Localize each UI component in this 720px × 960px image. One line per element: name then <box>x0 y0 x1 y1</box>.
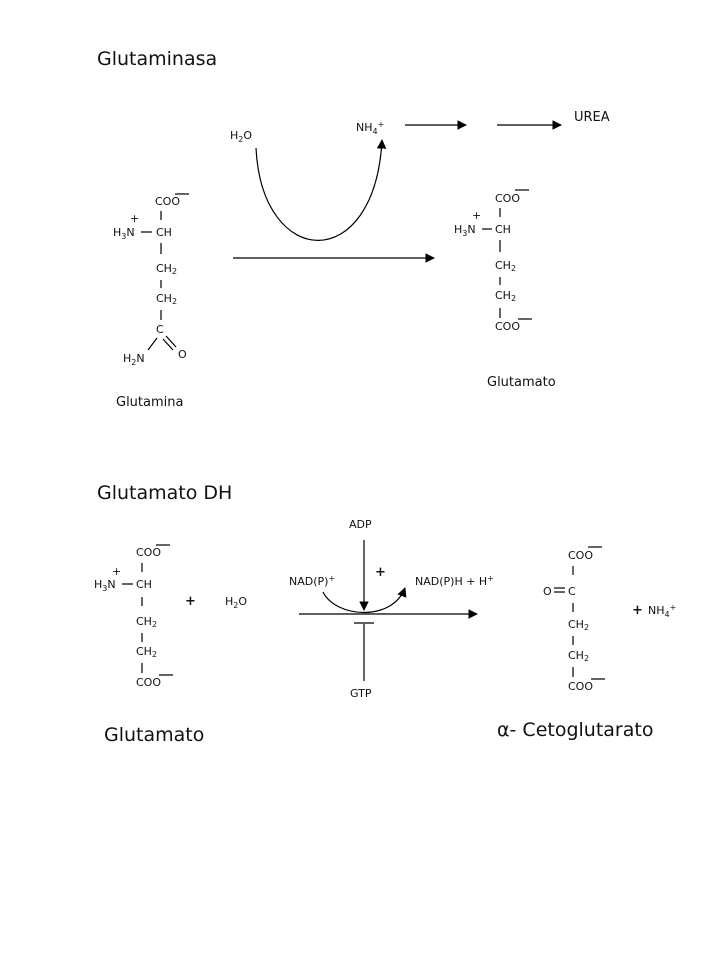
nadp-label: NAD(P)+ <box>289 574 336 588</box>
glutamina-c: C <box>156 323 164 336</box>
akg-o: O <box>543 585 552 598</box>
glutamato2-coo-top: COO <box>136 546 161 559</box>
glutamato-structure-bottom <box>94 545 173 689</box>
gtp-label: GTP <box>350 687 372 700</box>
glutamato-label-2: Glutamato <box>104 724 205 746</box>
akg-coo-top: COO <box>568 549 593 562</box>
akg-ch2-a: CH2 <box>568 618 590 632</box>
glutamato1-ch: CH <box>495 223 511 236</box>
glutamina-label: Glutamina <box>116 395 184 410</box>
akg-c: C <box>568 585 576 598</box>
glutamato1-nplus: + <box>472 209 482 222</box>
glutamato-dh-title: Glutamato DH <box>97 482 233 504</box>
glutamato2-coo-bottom: COO <box>136 676 161 689</box>
glutaminasa-title: Glutaminasa <box>97 48 218 70</box>
glutamato1-coo-bottom: COO <box>495 320 520 333</box>
urea-label: UREA <box>574 110 610 125</box>
glutamato1-ch2-b: CH2 <box>495 289 517 303</box>
glutamato2-ch: CH <box>136 578 152 591</box>
activation-sign: + <box>375 565 386 580</box>
glutamato-structure-top <box>454 190 532 333</box>
glutamina-nplus: + <box>130 212 140 225</box>
glutamina-ch2-a: CH2 <box>156 262 178 276</box>
alpha-symbol: α <box>497 719 510 741</box>
glutamato2-ch2-b: CH2 <box>136 645 158 659</box>
glutamina-structure <box>113 194 189 367</box>
glutamina-h3n: $H_3N$ <box>113 226 135 241</box>
akg-ch2-b: CH2 <box>568 649 590 663</box>
ammonium-label-1: $NH_4^+$ <box>356 120 385 136</box>
glutamina-double-bond-2 <box>163 339 173 350</box>
cetoglutarato-structure <box>543 547 605 693</box>
glutamato2-nplus: + <box>112 565 122 578</box>
glutamato1-coo-top: COO <box>495 192 520 205</box>
glutamato-label-1: Glutamato <box>487 375 556 390</box>
nadph-label: NAD(P)H + H+ <box>415 574 494 588</box>
akg-coo-bottom: COO <box>568 680 593 693</box>
cetoglutarato-name: - Cetoglutarato <box>509 719 654 741</box>
glutamato1-ch2-a: CH2 <box>495 259 517 273</box>
glutamina-double-bond-1 <box>166 336 176 347</box>
glutamina-ch2-b: CH2 <box>156 292 178 306</box>
glutamato2-ch2-a: CH2 <box>136 615 158 629</box>
adp-label: ADP <box>349 518 372 531</box>
plus-sign-1: + <box>185 594 196 609</box>
glutamina-coo: COO <box>155 195 180 208</box>
cetoglutarato-label <box>497 719 653 741</box>
plus-sign-2: + <box>632 603 643 618</box>
water-ammonia-curved-arrow <box>256 140 382 240</box>
glutamina-ch: CH <box>156 226 172 239</box>
glutamato1-h3n: $H_3N$ <box>454 223 476 238</box>
ammonium-label-2: $NH_4^+$ <box>648 603 677 619</box>
glutamato2-h3n: $H_3N$ <box>94 578 116 593</box>
glutamina-h2n: $H_2N$ <box>123 352 145 367</box>
glutamina-o: O <box>178 348 187 361</box>
water-label-2: $H_2O$ <box>225 595 248 610</box>
glutamina-bond-nh2 <box>148 338 157 350</box>
water-label-1: $H_2O$ <box>230 129 253 144</box>
